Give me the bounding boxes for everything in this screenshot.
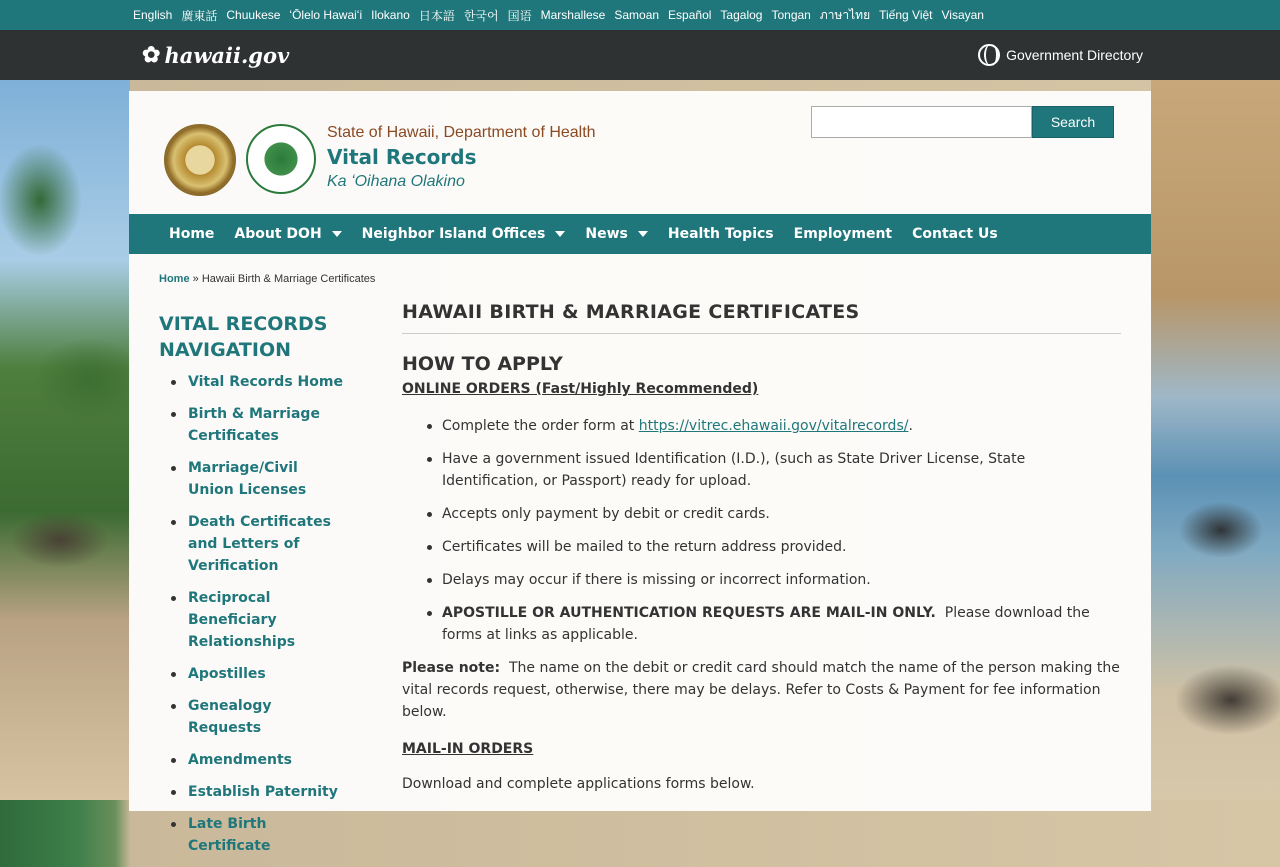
order-form-link[interactable]: https://vitrec.ehawaii.gov/vitalrecords/ — [638, 418, 909, 434]
sidebar-item-marriage-civil-union-licenses[interactable]: Marriage/Civil Union Licenses — [171, 457, 346, 501]
language-link-visayan[interactable]: Visayan — [941, 8, 984, 22]
main-nav — [129, 214, 1151, 254]
globe-icon — [978, 44, 1000, 66]
sidebar-list — [159, 371, 359, 857]
nav-item-label: Health Topics — [667, 226, 774, 242]
language-link-chuukese[interactable]: Chuukese — [226, 8, 281, 22]
hawaii-gov-bar — [0, 30, 1280, 80]
sidebar-item-birth-marriage-certificates[interactable]: Birth & Marriage Certificates — [171, 403, 346, 447]
sidebar-item-amendments[interactable]: Amendments — [171, 749, 346, 771]
breadcrumb — [159, 273, 375, 285]
list-item: Delays may occur if there is missing or incorrect information. — [442, 569, 1121, 591]
sidebar-item-apostilles[interactable]: Apostilles — [171, 663, 346, 685]
list-item: Accepts only payment by debit or credit cards. — [442, 503, 1121, 525]
nav-item-label: News — [585, 226, 628, 242]
list-item — [442, 602, 1121, 646]
doh-seal-logo[interactable] — [246, 124, 316, 194]
language-link-english[interactable]: English — [133, 8, 173, 22]
sidebar-navigation — [159, 311, 359, 867]
nav-item-contact-us[interactable] — [912, 226, 998, 242]
main-content — [402, 301, 1121, 792]
apostille-notice: APOSTILLE OR AUTHENTICATION REQUESTS ARE MAIL-IN ONLY. — [442, 605, 936, 621]
mail-in-instructions: Download and complete applications forms below. — [402, 776, 755, 792]
nav-item-neighbor-island-offices[interactable] — [362, 226, 566, 242]
language-link-spanish[interactable]: Español — [668, 8, 712, 22]
hibiscus-icon: ✿ — [142, 42, 161, 68]
sidebar-item-establish-paternity[interactable]: Establish Paternity — [171, 781, 346, 803]
language-link-vietnamese[interactable]: Tiếng Việt — [879, 8, 933, 22]
note-label: Please note: — [402, 660, 501, 676]
note-text: The name on the debit or credit card should match the name of the person making the vital records request, otherwise, there may be delays. Refer to Costs & Payment for fee information below. — [402, 660, 1120, 720]
language-link-japanese[interactable]: 日本語 — [418, 8, 455, 23]
breadcrumb-separator: » — [192, 273, 199, 285]
search-button[interactable]: Search — [1032, 106, 1114, 138]
language-link-marshallese[interactable]: Marshallese — [540, 8, 606, 22]
government-directory-link[interactable] — [978, 44, 1143, 66]
sidebar-item-reciprocal-beneficiary[interactable]: Reciprocal Beneficiary Relationships — [171, 587, 346, 653]
list-item-text: Complete the order form at — [442, 418, 639, 434]
list-item-text: Please download the forms at links as applicable. — [442, 605, 1090, 643]
chevron-down-icon — [332, 231, 342, 237]
nav-item-label: Contact Us — [912, 226, 998, 242]
hawaii-gov-logo-text: hawaii.gov — [164, 42, 290, 68]
sidebar-item-vital-records-home[interactable]: Vital Records Home — [171, 371, 346, 393]
page-title: HAWAII BIRTH & MARRIAGE CERTIFICATES — [402, 301, 1121, 334]
nav-item-about-doh[interactable] — [234, 226, 341, 242]
background-scenery-left — [0, 80, 130, 800]
list-item-text: . — [908, 418, 913, 434]
sidebar-item-late-birth-certificate[interactable]: Late Birth Certificate — [171, 813, 346, 857]
list-item — [442, 415, 1121, 437]
state-seal-logo[interactable] — [164, 124, 236, 196]
nav-item-news[interactable] — [585, 226, 647, 242]
section-heading: HOW TO APPLY — [402, 353, 563, 375]
breadcrumb-current: Hawaii Birth & Marriage Certificates — [201, 273, 376, 285]
nav-item-label: About DOH — [234, 226, 322, 242]
sidebar-item-genealogy-requests[interactable]: Genealogy Requests — [171, 695, 346, 739]
background-scenery-right — [1151, 80, 1280, 800]
sidebar-item-death-certificates[interactable]: Death Certificates and Letters of Verification — [171, 511, 346, 577]
language-link-samoan[interactable]: Samoan — [614, 8, 660, 22]
site-subtitle: Ka ʻOihana Olakino — [327, 173, 465, 190]
chevron-down-icon — [555, 231, 565, 237]
list-item: Have a government issued Identification (I.D.), (such as State Driver License, State Identification, or Passport) ready for upload. — [442, 448, 1121, 492]
online-orders-list — [402, 415, 1121, 646]
site-header — [129, 91, 1151, 214]
nav-item-home[interactable] — [169, 226, 214, 242]
nav-item-label: Home — [169, 226, 215, 242]
chevron-down-icon — [638, 231, 648, 237]
department-name: State of Hawaii, Department of Health — [327, 124, 596, 141]
nav-item-label: Employment — [793, 226, 893, 242]
header-text — [327, 124, 596, 191]
breadcrumb-home-link[interactable]: Home — [159, 273, 190, 285]
nav-item-employment[interactable] — [794, 226, 892, 242]
language-link-korean[interactable]: 한국어 — [463, 8, 499, 23]
language-link-thai[interactable]: ภาษาไทย — [819, 7, 871, 22]
language-link-ilokano[interactable]: Ilokano — [371, 8, 410, 22]
list-item: Certificates will be mailed to the return address provided. — [442, 536, 1121, 558]
language-link-tagalog[interactable]: Tagalog — [720, 8, 763, 22]
site-title[interactable]: Vital Records — [327, 145, 477, 169]
language-link-cantonese[interactable]: 廣東話 — [181, 8, 218, 23]
search-form — [811, 106, 1114, 138]
language-bar — [0, 0, 1280, 30]
mail-in-orders-heading: MAIL-IN ORDERS — [402, 741, 534, 757]
online-orders-heading: ONLINE ORDERS (Fast/Highly Recommended) — [402, 381, 759, 397]
language-link-hawaiian[interactable]: ʻŌlelo Hawaiʻi — [289, 8, 363, 22]
nav-item-label: Neighbor Island Offices — [361, 226, 546, 242]
government-directory-label: Government Directory — [1006, 47, 1143, 63]
language-link-tongan[interactable]: Tongan — [771, 8, 811, 22]
hawaii-gov-logo[interactable] — [142, 42, 289, 68]
sidebar-heading: VITAL RECORDS NAVIGATION — [159, 313, 328, 361]
payment-note — [402, 657, 1121, 723]
language-link-mandarin[interactable]: 国语 — [507, 8, 532, 23]
search-input[interactable] — [811, 106, 1032, 138]
main-panel — [129, 91, 1151, 854]
nav-item-health-topics[interactable] — [668, 226, 774, 242]
